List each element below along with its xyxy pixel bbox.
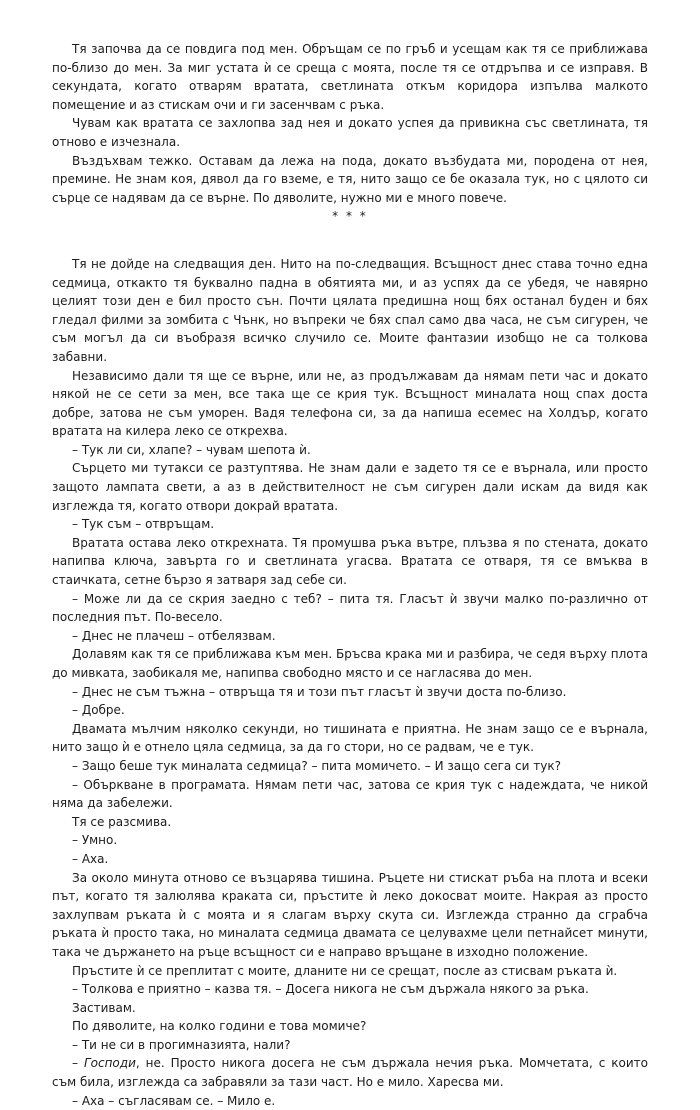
paragraph: Тя се разсмива. bbox=[72, 814, 172, 829]
paragraph: Чувам как вратата се захлопва зад нея и докато успея да привикна със светлината, тя отново е изчезнала. bbox=[52, 116, 648, 149]
paragraph: За около минута отново се възцарява тишина. Ръцете ни стискат ръба на плота и всеки път, когато тя залюлява краката си, пръстите ѝ леко докосват моите. Накрая аз просто захлупвам ръката ѝ с моята и я слагам върху скута си. Изглежда странно да сграбча ръката ѝ просто така, но миналата седмица двамата се целувахме цели петнайсет минути, така че държането на ръце всъщност си е направо връщане в изходно положение. bbox=[52, 870, 648, 959]
dialogue-line: – Добре. bbox=[72, 703, 125, 718]
paragraph: Въздъхвам тежко. Оставам да лежа на пода, докато възбудата ми, породена от нея, премине. Не знам коя, дявол да го вземе, е тя, нито защо се бе оказала тук, но с цялото си сърце се надявам да се върне. По дяволите, нужно ми е много повече. bbox=[52, 153, 648, 205]
paragraph: Пръстите ѝ се преплитат с моите, дланите ни се срещат, после аз стисвам ръката ѝ. bbox=[72, 963, 618, 978]
paragraph: Долавям как тя се приближава към мен. Бръсва крака ми и разбира, че седя върху плота до мивката, заобикаля ме, напипва свободно място и се нагласява до мен. bbox=[52, 647, 648, 680]
paragraph: Тя започва да се повдига под мен. Обръщам се по гръб и усещам как тя се приближава по-близо до мен. За миг устата ѝ се среща с моята, после тя се отдръпва и се изправя. В секундата, когато отварям вратата, светлината откъм коридора изпълва малкото помещение и аз стискам очи и ги засенчвам с ръка. bbox=[52, 42, 648, 112]
dialogue-line: – Объркване в програмата. Нямам пети час, затова се крия тук с надеждата, че никой няма да забележи. bbox=[52, 777, 648, 811]
dialogue-line: – Аха. bbox=[72, 851, 109, 866]
dash: – bbox=[72, 1056, 84, 1071]
dialogue-rest: , не. Просто никога досега не съм държала нечия ръка. Момчетата, с които съм била, изглежда са забравяли за тази част. Но е мило. Харесва ми. bbox=[52, 1056, 648, 1090]
paragraph: Независимо дали тя ще се върне, или не, аз продължавам да нямам пети час и докато някой не се сети за мен, все така ще се крия тук. Всъщност миналата нощ спах доста добре, затова не съм уморен. Вадя телефона си, за да напиша есемес на Холдър, когато вратата на килера леко се открехва. bbox=[52, 368, 648, 439]
dialogue-line: – Ти не си в прогимназията, нали? bbox=[72, 1037, 291, 1052]
dialogue-line: – Тук ли си, хлапе? – чувам шепота ѝ. bbox=[72, 442, 311, 457]
dialogue-line: – Може ли да се скрия заедно с теб? – пита тя. Гласът ѝ звучи малко по-различно от последния път. По-весело. bbox=[52, 591, 648, 625]
dialogue-line: – Тук съм – отвръщам. bbox=[72, 517, 215, 532]
paragraph: По дяволите, на колко години е това момиче? bbox=[72, 1019, 367, 1034]
dialogue-line: – Днес не плачеш – отбелязвам. bbox=[72, 628, 276, 643]
paragraph: Двамата мълчим няколко секунди, но тишината е приятна. Не знам защо се е върнала, нито защо ѝ е отнело цяла седмица, за да го стори, но се радвам, че е тук. bbox=[52, 721, 648, 755]
paragraph: Сърцето ми тутакси се разтуптява. Не знам дали е задето тя се е върнала, или просто защото лампата свети, а аз в действителност не съм сигурен дали искам да видя как изглежда тя, когато отвори докрай вратата. bbox=[52, 461, 648, 513]
section-separator: * * * bbox=[332, 209, 368, 224]
dialogue-line-with-emphasis bbox=[52, 1054, 648, 1091]
paragraph: Застивам. bbox=[72, 1000, 136, 1015]
emphasized-word: Господи bbox=[83, 1056, 136, 1071]
dialogue-line: – Толкова е приятно – казва тя. – Досега никога не съм държала някого за ръка. bbox=[72, 982, 589, 997]
paragraph: Тя не дойде на следващия ден. Нито на по-следващия. Всъщност днес става точно една седмица, откакто тя буквално падна в обятията ми, и аз успях да се убедя, че навярно целият този ден е бил просто сън. Почти цялата предишна нощ бях останал буден и бях гледал филми за зомбита с Чънк, но въпреки че бях спал само два часа, не съм сигурен, че съм могъл да си въобразя всичко случило се. Моите фантазии изобщо не са толкова забавни. bbox=[52, 256, 648, 364]
paragraph: Вратата остава леко открехната. Тя промушва ръка вътре, плъзва я по стената, докато напипва ключа, завърта го и светлината угасва. Вратата се отваря, тя се вмъква в стаичката, сетне бързо я затваря зад себе си. bbox=[52, 535, 648, 588]
dialogue-line: – Аха – съгласявам се. – Мило е. bbox=[72, 1093, 276, 1108]
dialogue-line: – Умно. bbox=[72, 833, 118, 848]
dialogue-line: – Днес не съм тъжна – отвръща тя и този път гласът ѝ звучи доста по-близо. bbox=[72, 684, 567, 699]
dialogue-line: – Защо беше тук миналата седмица? – пита момичето. – И защо сега си тук? bbox=[72, 758, 561, 773]
